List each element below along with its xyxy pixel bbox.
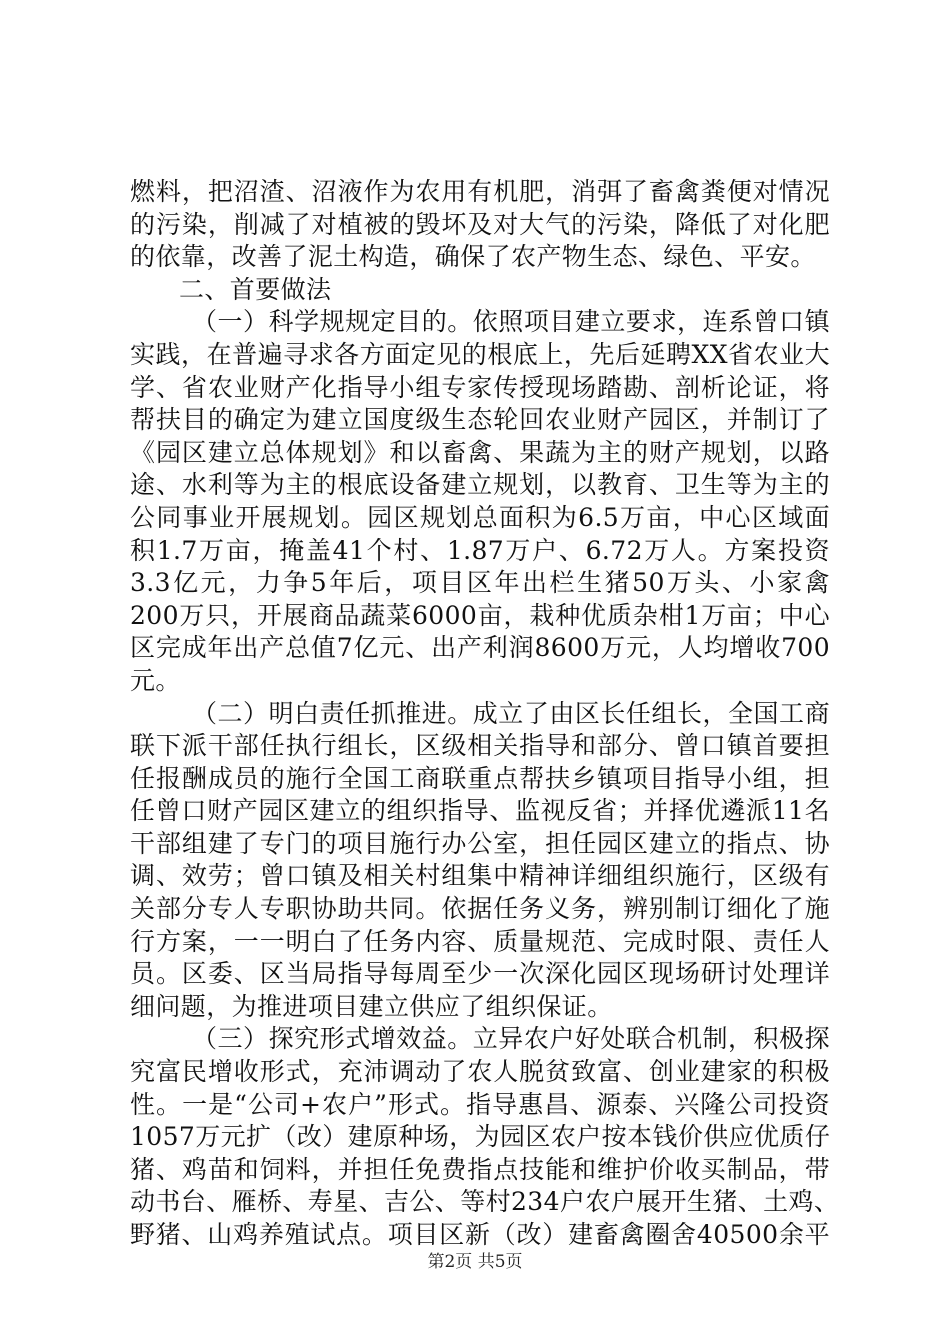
- text-line: 关部分专人专职协助共同。依据任务义务，辨别制订细化了施: [130, 894, 830, 924]
- text-line: 任报酬成员的施行全国工商联重点帮扶乡镇项目指导小组，担: [130, 763, 830, 793]
- text-line: 帮扶目的确定为建立国度级生态轮回农业财产园区，并制订了: [130, 405, 830, 435]
- text-line: 究富民增收形式，充沛调动了农人脱贫致富、创业建家的积极: [130, 1057, 830, 1087]
- text-line: 公同事业开展规划。园区规划总面积为6.5万亩，中心区域面: [130, 502, 830, 532]
- text-line: （一）科学规规定目的。依照项目建立要求，连系曾口镇: [192, 307, 830, 337]
- text-line: 元。: [130, 665, 181, 695]
- document-body: [130, 176, 840, 1252]
- text-line: 猪、鸡苗和饲料，并担任免费指点技能和维护价收买制品，带: [130, 1154, 830, 1184]
- text-line: 区完成年出产总值7亿元、出产利润8600万元，人均增收700: [130, 633, 830, 663]
- text-line: 积1.7万亩，掩盖41个村、1.87万户、6.72万人。方案投资: [130, 535, 830, 565]
- text-line: 任曾口财产园区建立的组织指导、监视反省；并择优遴派11名: [130, 796, 830, 826]
- text-line: 途、水利等为主的根底设备建立规划，以教育、卫生等为主的: [130, 470, 830, 500]
- text-line: 性。一是“公司+农户”形式。指导惠昌、源泰、兴隆公司投资: [130, 1089, 830, 1119]
- text-line: 干部组建了专门的项目施行办公室，担任园区建立的指点、协: [130, 828, 830, 858]
- text-line: 200万只，开展商品蔬菜6000亩，栽种优质杂柑1万亩；中心: [130, 600, 830, 630]
- text-line: 细问题，为推进项目建立供应了组织保证。: [130, 991, 613, 1021]
- text-line: 1057万元扩（改）建原种场，为园区农户按本钱价供应优质仔: [130, 1122, 831, 1152]
- page-number-footer: 第2页 共5页: [427, 1252, 523, 1272]
- text-line: 学、省农业财产化指导小组专家传授现场踏勘、剖析论证，将: [130, 372, 830, 402]
- text-line: 调、效劳；曾口镇及相关村组集中精神详细组织施行，区级有: [130, 861, 830, 891]
- text-line: 野猪、山鸡养殖试点。项目区新（改）建畜禽圈舍40500余平: [130, 1220, 830, 1249]
- text-line: 《园区建立总体规划》和以畜禽、果蔬为主的财产规划，以路: [130, 437, 830, 467]
- text-line: 的依靠，改善了泥土构造，确保了农产物生态、绿色、平安。: [130, 242, 816, 272]
- text-line: 动书台、雁桥、寿星、吉公、等村234户农户展开生猪、土鸡、: [130, 1187, 840, 1217]
- text-line: 的污染，削减了对植被的毁坏及对大气的污染，降低了对化肥: [130, 209, 830, 239]
- text-line: 行方案，一一明白了任务内容、质量规范、完成时限、责任人: [130, 926, 830, 956]
- text-line: 员。区委、区当局指导每周至少一次深化园区现场研讨处理详: [130, 959, 830, 989]
- section-heading: 二、首要做法: [179, 274, 332, 304]
- text-line: 实践，在普遍寻求各方面定见的根底上，先后延聘XX省农业大: [130, 339, 830, 369]
- text-line: （三）探究形式增效益。立异农户好处联合机制，积极探: [192, 1024, 830, 1054]
- text-line: 联下派干部任执行组长，区级相关指导和部分、曾口镇首要担: [130, 731, 830, 761]
- text-line: 燃料，把沼渣、沼液作为农用有机肥，消弭了畜禽粪便对情况: [130, 177, 830, 206]
- text-line: （二）明白责任抓推进。成立了由区长任组长，全国工商: [192, 698, 830, 728]
- text-line: 3.3亿元，力争5年后，项目区年出栏生猪50万头、小家禽: [130, 568, 830, 598]
